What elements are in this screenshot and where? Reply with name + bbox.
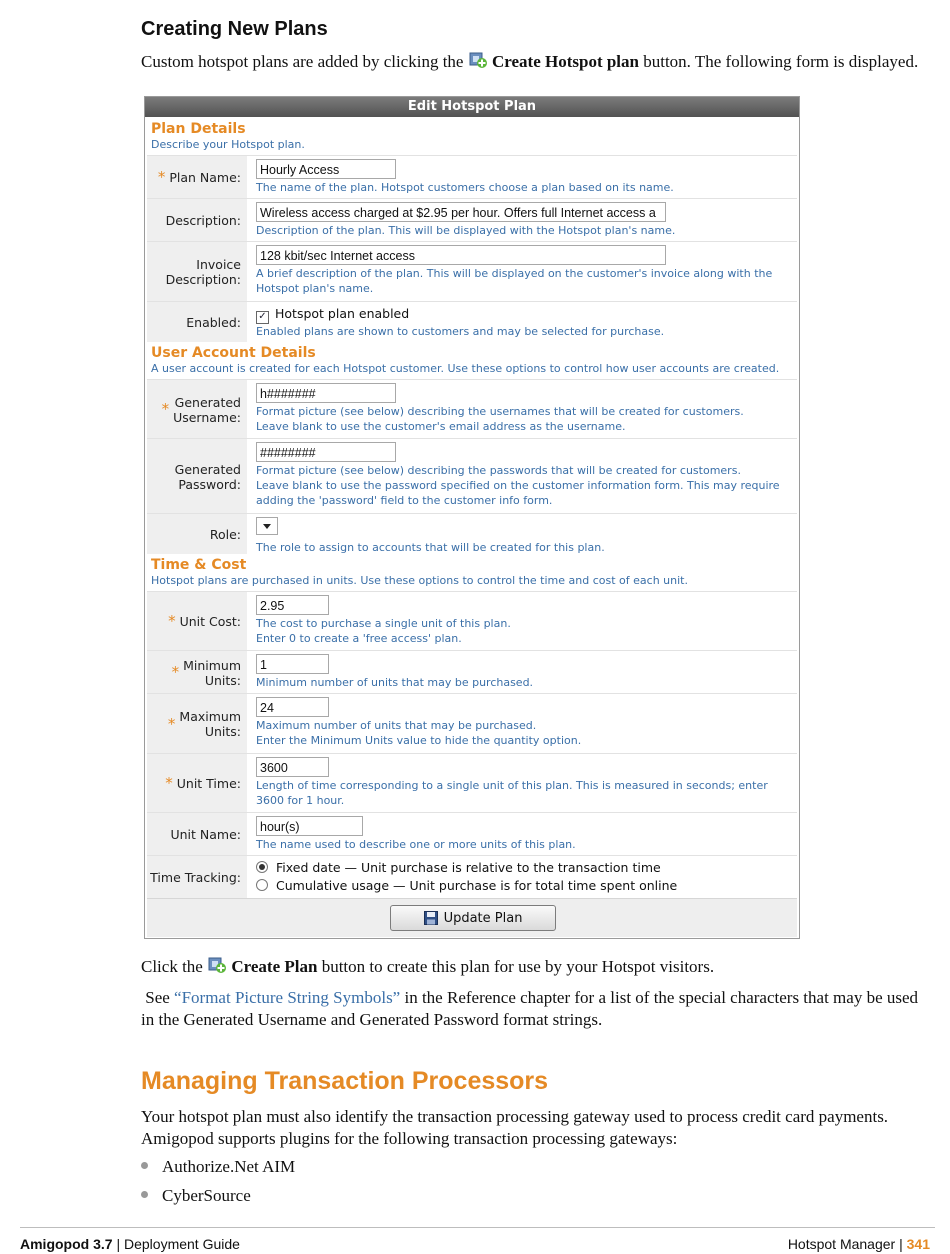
help-text: The name used to describe one or more units of this plan. — [256, 838, 576, 851]
help-text: Maximum number of units that may be purchased. Enter the Minimum Units value to hide the quantity option. — [256, 719, 582, 747]
form-title: Edit Hotspot Plan — [145, 97, 799, 117]
required-mark: * — [165, 774, 173, 792]
unit-cost-input[interactable]: 2.95 — [256, 595, 329, 615]
minimum-units-input[interactable]: 1 — [256, 654, 329, 674]
section-heading: Managing Transaction Processors — [141, 1067, 549, 1095]
row-minimum-units: * Minimum Units: 1 Minimum number of units that may be purchased. — [147, 650, 797, 694]
unit-name-input[interactable]: hour(s) — [256, 816, 363, 836]
label: Enabled: — [186, 314, 241, 330]
label: Time Tracking: — [150, 870, 241, 885]
update-plan-button[interactable] — [390, 905, 556, 931]
create-plan-icon — [207, 955, 227, 975]
bullet-icon — [141, 1191, 148, 1198]
enabled-checkbox[interactable]: ✓ — [256, 311, 269, 324]
row-invoice-description — [147, 241, 797, 302]
row-unit-cost — [147, 591, 797, 651]
label: Unit Time: — [176, 776, 241, 791]
help-text: A brief description of the plan. This will be displayed on the customer's invoice along with the Hotspot plan's name. — [256, 267, 773, 295]
section-desc: Describe your Hotspot plan. — [151, 138, 305, 151]
required-mark: * — [171, 663, 180, 681]
row-enabled — [147, 301, 797, 342]
footer-right: Hotspot Manager | 341 — [787, 1236, 930, 1252]
row-role — [147, 513, 797, 554]
footer-left: Amigopod 3.7 | Deployment Guide — [20, 1236, 240, 1252]
label-line-1: Invoice — [196, 257, 241, 272]
footer-divider — [20, 1227, 935, 1228]
unit-time-input[interactable]: 3600 — [256, 757, 329, 777]
page-number: 341 — [906, 1236, 930, 1252]
see-reference-paragraph: See “Format Picture String Symbols” in the Reference chapter for a list of the special characters that may be used in the Generated Username and Generated Password format strings. — [141, 988, 919, 1029]
description-input[interactable]: Wireless access charged at $2.95 per hour. Offers full Internet access a — [256, 202, 666, 222]
label: Unit Cost: — [179, 614, 241, 629]
invoice-description-input[interactable]: 128 kbit/sec Internet access — [256, 245, 666, 265]
help-text: The name of the plan. Hotspot customers choose a plan based on its name. — [256, 181, 674, 194]
click-create-plan-paragraph: Click the Create Plan button to create this plan for use by your Hotspot visitors. — [141, 957, 715, 976]
label: Unit Name: — [170, 827, 241, 842]
bullet-icon — [141, 1162, 148, 1169]
required-mark: * — [168, 612, 176, 630]
section-title: Plan Details — [151, 121, 246, 137]
intro-after: button. The following form is displayed. — [643, 52, 919, 71]
help-text: The role to assign to accounts that will be created for this plan. — [256, 541, 605, 554]
intro-before: Custom hotspot plans are added by clicking the — [141, 52, 464, 71]
radio-button-selected[interactable] — [256, 861, 268, 873]
list-item: Authorize.Net AIM — [141, 1157, 295, 1177]
form-button-bar — [147, 898, 797, 937]
help-text: Enabled plans are shown to customers and may be selected for purchase. — [256, 325, 665, 338]
radio-option-fixed-date[interactable]: Fixed date — Unit purchase is relative to the transaction time — [256, 859, 796, 877]
row-generated-password: Generated Password: ######## Format picture (see below) describing the passwords that will be created for customers. Leave blank to use the password specified on the customer information form. This may require adding the 'password' field to the customer info form. — [147, 438, 797, 514]
radio-button[interactable] — [256, 879, 268, 891]
checkbox-label: Hotspot plan enabled — [275, 306, 410, 321]
required-mark: * — [167, 714, 176, 733]
create-plan-icon — [468, 50, 488, 70]
edit-hotspot-plan-form — [144, 96, 800, 939]
generated-username-input[interactable]: h####### — [256, 383, 396, 403]
row-maximum-units: * Maximum Units: 24 Maximum number of units that may be purchased. Enter the Minimum Units value to hide the quantity option. — [147, 693, 797, 754]
help-text: Format picture (see below) describing the usernames that will be created for customers. Leave blank to use the customer's email address as the username. — [256, 405, 744, 433]
section-time-cost — [151, 557, 688, 588]
page-heading: Creating New Plans — [141, 18, 328, 40]
section-title: User Account Details — [151, 345, 316, 361]
row-generated-username: * Generated Username: h####### Format picture (see below) describing the usernames that will be created for customers. Leave blank to use the customer's email address as the username. — [147, 379, 797, 439]
plan-name-input[interactable]: Hourly Access — [256, 159, 396, 179]
help-text: Minimum number of units that may be purchased. — [256, 676, 534, 689]
section-desc: A user account is created for each Hotspot customer. Use these options to control how user accounts are created. — [151, 362, 780, 375]
label: Plan Name: — [169, 170, 241, 185]
maximum-units-input[interactable]: 24 — [256, 697, 329, 717]
save-icon — [424, 911, 438, 925]
intro-paragraph — [141, 50, 921, 73]
section-body: Your hotspot plan must also identify the transaction processing gateway used to process credit card payments. Amigopod supports plugins for the following transaction processing gateways: — [141, 1107, 889, 1148]
list-item: CyberSource — [141, 1186, 251, 1206]
section-plan-details — [151, 121, 305, 152]
row-unit-name — [147, 812, 797, 856]
label: Role: — [209, 526, 241, 542]
row-time-tracking — [147, 855, 797, 899]
help-text: Format picture (see below) describing the passwords that will be created for customers. Leave blank to use the password specified on the customer information form. This may require adding the 'password' field to the customer info form. — [256, 464, 780, 507]
format-picture-link[interactable]: “Format Picture String Symbols” — [174, 988, 401, 1007]
label-line-2: Description: — [165, 272, 241, 287]
row-description — [147, 198, 797, 242]
help-text: Length of time corresponding to a single unit of this plan. This is measured in seconds; enter 3600 for 1 hour. — [256, 779, 768, 807]
required-mark: * — [157, 168, 166, 186]
intro-button-name: Create Hotspot plan — [491, 52, 639, 71]
help-text: The cost to purchase a single unit of this plan. Enter 0 to create a 'free access' plan. — [256, 617, 511, 645]
required-mark: * — [161, 400, 170, 418]
radio-option-cumulative[interactable]: Cumulative usage — Unit purchase is for total time spent online — [256, 877, 796, 895]
button-label: Update Plan — [443, 910, 523, 926]
generated-password-input[interactable]: ######## — [256, 442, 396, 462]
row-unit-time — [147, 753, 797, 813]
label: Description: — [165, 213, 241, 228]
row-plan-name — [147, 155, 797, 199]
section-user-account-details — [151, 345, 779, 376]
role-select[interactable] — [256, 517, 278, 535]
section-title: Time & Cost — [151, 557, 247, 573]
help-text: Description of the plan. This will be displayed with the Hotspot plan's name. — [256, 224, 676, 237]
section-desc: Hotspot plans are purchased in units. Use these options to control the time and cost of each unit. — [151, 574, 688, 587]
